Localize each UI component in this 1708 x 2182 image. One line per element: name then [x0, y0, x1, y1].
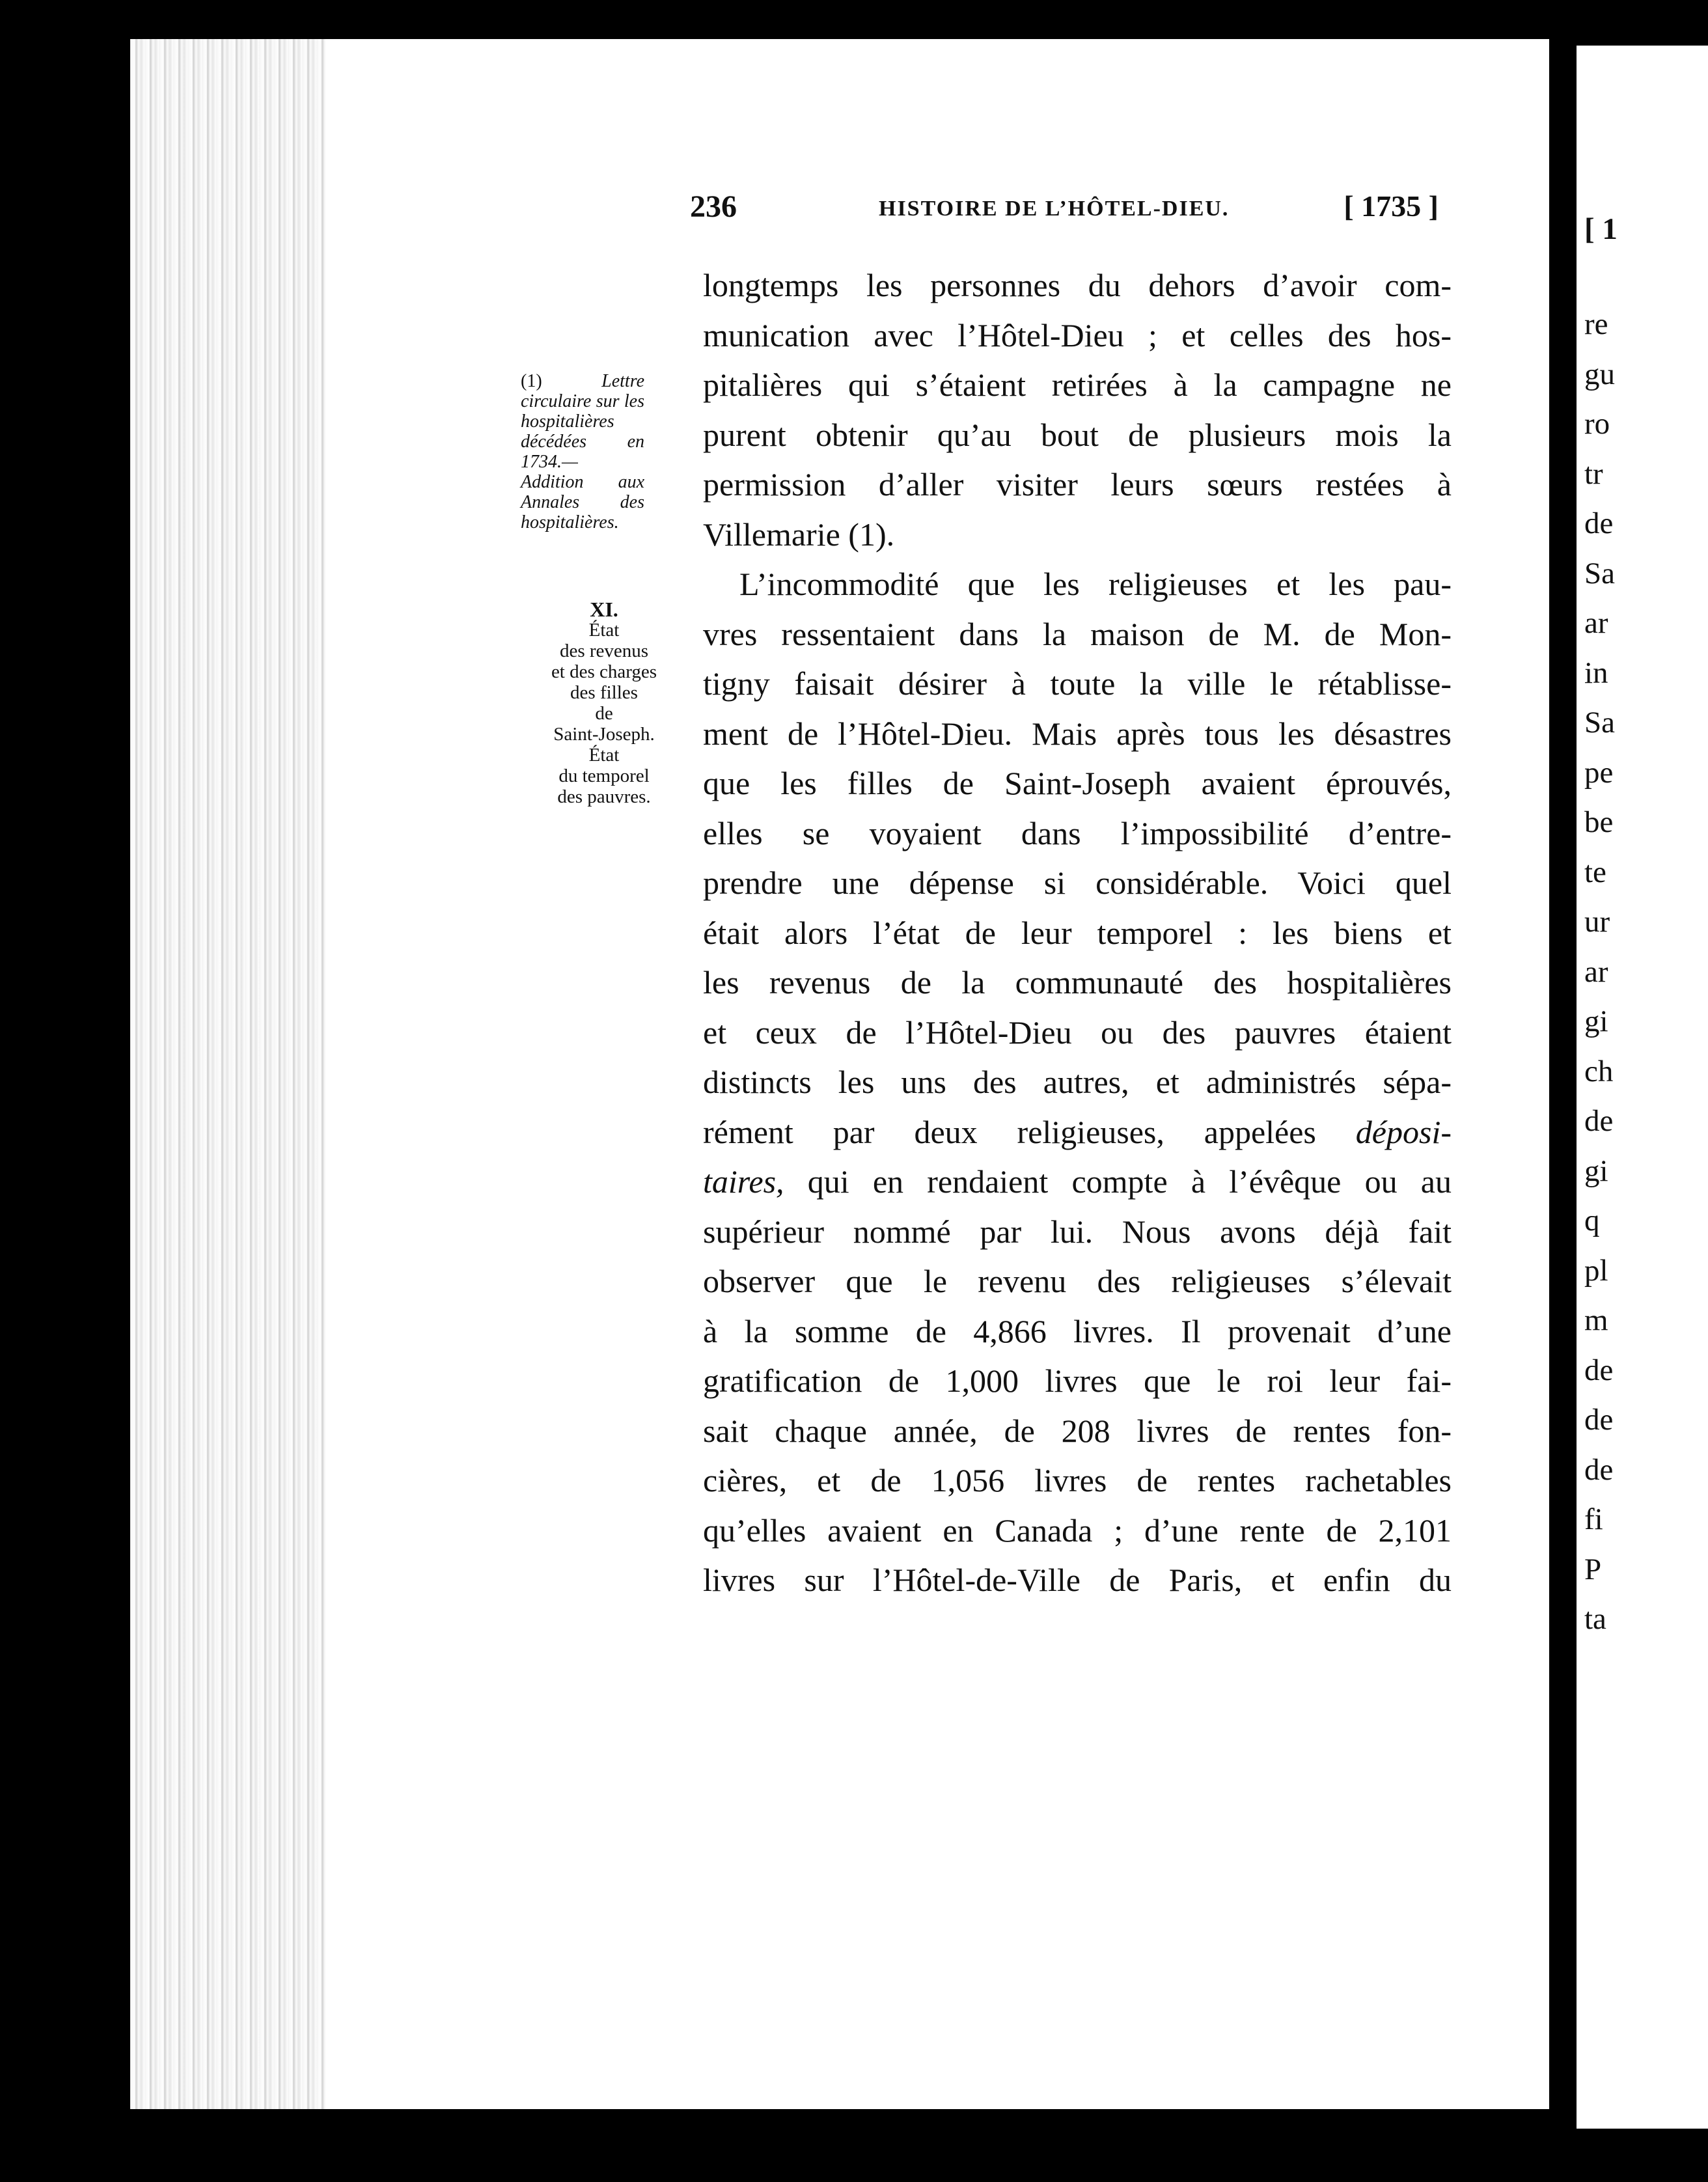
text-line: tigny faisait désirer à toute la ville le rétablisse- [703, 665, 1452, 702]
facing-page-line-fragment: be [1584, 805, 1614, 839]
text-line: rément par deux religieuses, appelées déposi- [703, 1113, 1452, 1150]
text-line: distincts les uns des autres, et administrés sépa- [703, 1064, 1452, 1100]
text-line: livres sur l’Hôtel-de-Ville de Paris, et enfin du [703, 1562, 1452, 1598]
facing-page-line-fragment: Sa [1584, 706, 1615, 739]
sidenote-line: Saint-Joseph. [553, 724, 655, 745]
sidenote-line: des revenus [559, 641, 649, 661]
facing-page-line-fragment: ur [1584, 905, 1610, 939]
text-line: longtemps les personnes du dehors d’avoir com- [703, 267, 1452, 303]
text-line: ment de l’Hôtel-Dieu. Mais après tous les désastres [703, 715, 1452, 752]
facing-page-line-fragment: ar [1584, 954, 1608, 989]
sidenote-line: du temporel [558, 766, 650, 786]
facing-page-line-fragment: fi [1584, 1502, 1603, 1536]
header-year: [ 1735 ] [1343, 189, 1439, 223]
running-header [690, 189, 1439, 230]
text-line: L’incommodité que les religieuses et les pau- [739, 566, 1452, 602]
sidenote-summary [521, 599, 687, 807]
facing-page-line-fragment: gu [1584, 357, 1615, 391]
text-line: gratification de 1,000 livres que le roi leur fai- [703, 1362, 1452, 1399]
text-line: était alors l’état de leur temporel : les biens et [703, 914, 1452, 951]
text-line: pitalières qui s’étaient retirées à la campagne ne [703, 366, 1452, 403]
footnote-margin [521, 371, 644, 532]
sidenote-line: de [595, 703, 613, 724]
body-text [703, 260, 1452, 1605]
text-line: prendre une dépense si considérable. Voici quel [703, 864, 1452, 901]
text-line: qu’elles avaient en Canada ; d’une rente de 2,101 [703, 1512, 1452, 1549]
text-line: permission d’aller visiter leurs sœurs restées à [703, 466, 1452, 503]
text-line: munication avec l’Hôtel-Dieu ; et celles des hos- [703, 316, 1452, 353]
facing-page-line-fragment: gi [1584, 1004, 1608, 1038]
facing-page-line-fragment: ro [1584, 407, 1610, 441]
text-line: les revenus de la communauté des hospitalières [703, 964, 1452, 1001]
facing-page-line-fragment: ar [1584, 606, 1608, 640]
facing-page-line-fragment: te [1584, 855, 1606, 889]
sidenote-line: État [588, 745, 620, 766]
facing-page-line-fragment: q [1584, 1204, 1600, 1237]
sidenote-line: État [588, 620, 620, 641]
footnote-marker: (1) [521, 371, 542, 391]
text-line: taires, qui en rendaient compte à l’évêque ou au [703, 1163, 1452, 1200]
sidenote-line: des pauvres. [557, 786, 651, 807]
text-line: elles se voyaient dans l’impossibilité d’entre- [703, 814, 1452, 851]
facing-page-line-fragment: re [1584, 307, 1608, 341]
facing-page-line-fragment: m [1584, 1303, 1608, 1337]
facing-page-line-fragment: P [1584, 1552, 1602, 1586]
text-line: sait chaque année, de 208 livres de rentes fon- [703, 1412, 1452, 1449]
text-line: cières, et de 1,056 livres de rentes rachetables [703, 1462, 1452, 1498]
page-number: 236 [690, 189, 737, 224]
book-page-edges [130, 39, 332, 2109]
text-line: à la somme de 4,866 livres. Il provenait d’une [703, 1312, 1452, 1349]
facing-page-line-fragment: gi [1584, 1153, 1608, 1188]
sidenote-line: et des charges [551, 661, 657, 682]
text-line: que les filles de Saint-Joseph avaient éprouvés, [703, 765, 1452, 801]
text-line: et ceux de l’Hôtel-Dieu ou des pauvres étaient [703, 1014, 1452, 1051]
facing-page-line-fragment: Sa [1584, 556, 1615, 590]
facing-page-fragment [1577, 46, 1708, 2129]
facing-page-line-fragment: tr [1584, 456, 1603, 491]
text-line: purent obtenir qu’au bout de plusieurs mois la [703, 416, 1452, 453]
facing-page-line-fragment: de [1584, 1104, 1614, 1138]
facing-page-line-fragment: de [1584, 1403, 1614, 1437]
facing-page-line-fragment: de [1584, 1353, 1614, 1387]
sidenote-number: XI. [590, 598, 618, 621]
facing-page-line-fragment: de [1584, 1452, 1614, 1487]
facing-page-line-fragment: pe [1584, 755, 1614, 790]
text-line: observer que le revenu des religieuses s’élevait [703, 1263, 1452, 1299]
running-title: HISTOIRE DE L’HÔTEL-DIEU. [879, 197, 1230, 221]
sidenote-line: des filles [570, 682, 638, 703]
facing-page-header-fragment: [ 1 [1584, 212, 1618, 246]
footnote-text: Lettre circulaire sur les hospitalières décédées en 1734.— Addition aux Annales des hospitalières. [521, 371, 644, 532]
facing-page-line-fragment: in [1584, 656, 1608, 690]
facing-page-line-fragment: ch [1584, 1054, 1614, 1088]
facing-page-line-fragment: de [1584, 506, 1614, 540]
facing-page-line-fragment: ta [1584, 1602, 1606, 1636]
facing-page-line-fragment: pl [1584, 1253, 1608, 1288]
text-line: supérieur nommé par lui. Nous avons déjà fait [703, 1213, 1452, 1250]
text-line: vres ressentaient dans la maison de M. de Mon- [703, 615, 1452, 652]
text-line: Villemarie (1). [703, 516, 895, 553]
book-gutter [1549, 26, 1577, 2148]
